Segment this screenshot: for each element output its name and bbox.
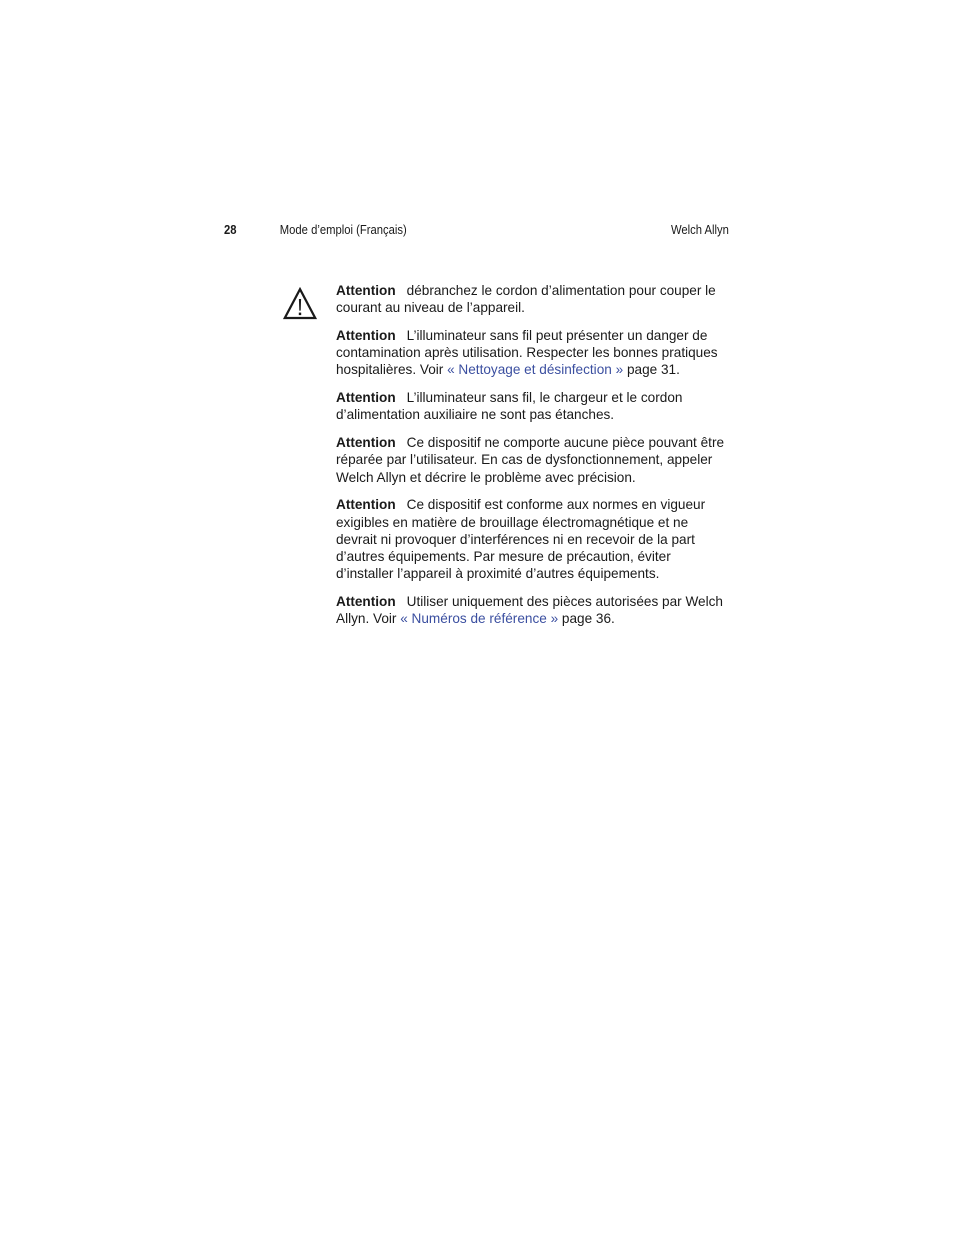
- caution-text: Utiliser uniquement des pièces autorisées par Welch Allyn. Voir: [336, 594, 723, 627]
- page-number: 28: [224, 223, 237, 237]
- link-cleaning-disinfection[interactable]: « Nettoyage et désinfection »: [447, 362, 624, 378]
- page-header: [224, 221, 729, 239]
- document-title: Mode d’emploi (Français): [279, 223, 407, 237]
- caution-text: Ce dispositif ne comporte aucune pièce pouvant être réparée par l’utilisateur. En cas de dysfonctionnement, appeler Welch Allyn et décrire le problème avec précision.: [336, 435, 725, 485]
- caution-not-waterproof: [336, 389, 728, 423]
- caution-text-after: page 36.: [558, 611, 615, 627]
- caution-text: Ce dispositif est conforme aux normes en vigueur exigibles en matière de brouillage électromagnétique et ne devrait ni provoquer d’interférences ni en recevoir de la part d’autres équipements. Par mesure de précaution, éviter d’installer l’appareil à proximité d’autres équipements.: [336, 497, 706, 582]
- warning-triangle-icon: [283, 287, 317, 320]
- caution-list: [336, 282, 728, 638]
- caution-text: L’illuminateur sans fil peut présenter un danger de contamination après utilisation. Respecter les bonnes pratiques hospitalières. Voir: [336, 328, 718, 378]
- brand-name: Welch Allyn: [670, 223, 729, 237]
- caution-no-user-parts: [336, 434, 728, 486]
- caution-label: Attention: [336, 390, 396, 406]
- caution-unplug: [336, 282, 728, 316]
- caution-emc: [336, 496, 728, 582]
- caution-authorized-parts: [336, 593, 728, 627]
- caution-label: Attention: [336, 283, 396, 298]
- caution-text-after: page 31.: [623, 362, 680, 378]
- caution-label: Attention: [336, 497, 396, 513]
- caution-label: Attention: [336, 594, 396, 610]
- caution-contamination: [336, 327, 728, 379]
- caution-text: débranchez le cordon d’alimentation pour couper le courant au niveau de l’appareil.: [336, 283, 716, 316]
- link-part-numbers[interactable]: « Numéros de référence »: [400, 611, 559, 627]
- caution-label: Attention: [336, 435, 396, 451]
- caution-text: L’illuminateur sans fil, le chargeur et le cordon d’alimentation auxiliaire ne sont pas étanches.: [336, 390, 683, 423]
- caution-label: Attention: [336, 328, 396, 343]
